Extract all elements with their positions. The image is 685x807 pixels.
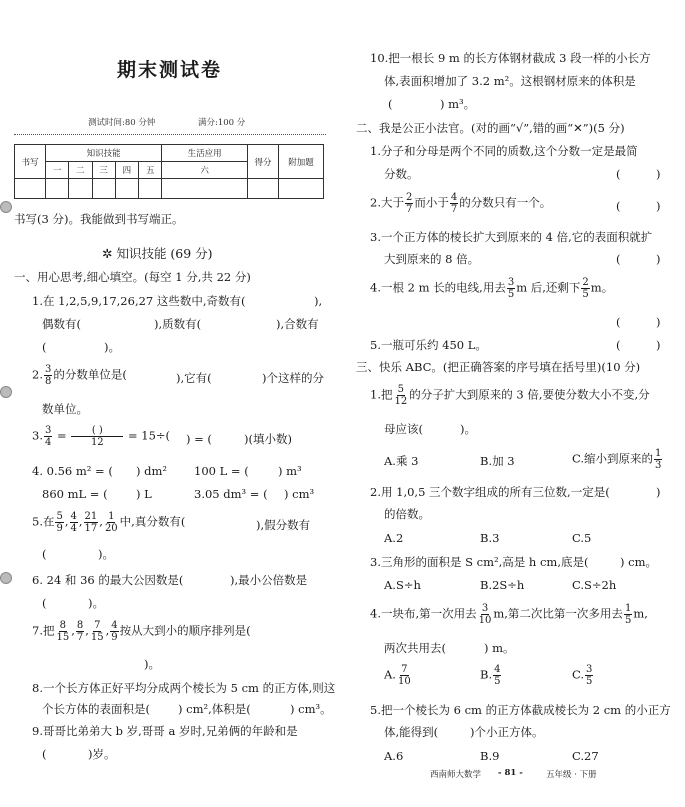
section2-title: 二、我是公正小法官。(对的画“√”,错的画“✕”)(5 分) — [356, 121, 625, 135]
full-score: 满分:100 分 — [198, 118, 246, 128]
score-col-2: 二 — [69, 162, 92, 179]
binding-hole — [0, 386, 12, 398]
score-col-3: 三 — [92, 162, 115, 179]
binding-hole — [0, 201, 12, 213]
s2-q2: 2.大于 $\frac{2}{7}$ 而小于 $\frac{4}{7}$ 的分数只有一个。 — [370, 192, 552, 215]
s1-q1-line1: 1.在 1,2,5,9,17,26,27 这些数中,奇数有( — [32, 294, 246, 308]
score-col-1: 一 — [46, 162, 69, 179]
score-col-5: 五 — [139, 162, 162, 179]
dotted-divider — [14, 134, 326, 135]
score-col-4: 四 — [115, 162, 138, 179]
score-cell[interactable] — [15, 179, 46, 199]
score-table-bonus: 附加题 — [279, 145, 324, 179]
handwriting-note: 书写(3 分)。我能做到书写端正。 — [14, 212, 184, 226]
footer-grade: 五年级 · 下册 — [546, 770, 597, 780]
score-table-handwriting: 书写 — [15, 145, 46, 179]
score-table-life: 生活应用 — [162, 145, 248, 162]
score-table-score: 得分 — [248, 145, 279, 179]
section1-title: 一、用心思考,细心填空。(每空 1 分,共 22 分) — [14, 270, 251, 284]
s1-q7: 7.把 $\frac{8}{15}$ , $\frac{8}{7}$ , $\frac{7}{15}$ , $\frac{4}{9}$ 按从大到小的顺序排列是( — [32, 620, 251, 643]
page-number: - 81 - — [498, 768, 523, 778]
page-title: 期末测试卷 — [117, 59, 223, 81]
score-table — [14, 144, 324, 199]
footer-publisher: 西南师大数学 — [430, 770, 482, 780]
s1-q5: 5.在 $\frac{5}{9}$ , $\frac{4}{4}$ , $\frac{21}{17}$ , $\frac{1}{20}$ 中,真分数有( — [32, 511, 186, 534]
s1-q2: 2. $\frac{3}{8}$ 的分数单位是( — [32, 364, 127, 387]
score-col-6: 六 — [162, 162, 248, 179]
s2-q4: 4.一根 2 m 长的电线,用去 $\frac{3}{5}$ m 后,还剩下 $\frac{2}{5}$ m。 — [370, 277, 614, 300]
test-time: 测试时间:80 分钟 — [88, 118, 156, 128]
score-table-knowledge: 知识技能 — [46, 145, 162, 162]
s3-q4: 4.一块布,第一次用去 $\frac{3}{10}$ m,第二次比第一次多用去 $\frac{1}{5}$ m, — [370, 603, 648, 626]
section3-title: 三、快乐 ABC。(把正确答案的序号填在括号里)(10 分) — [356, 360, 641, 374]
s1-q3: 3. $\frac{3}{4}$ = $\frac{( )}{12}$ = 15÷( — [32, 425, 171, 448]
knowledge-title: ✲ 知识技能 (69 分) — [102, 246, 213, 261]
binding-hole — [0, 572, 12, 584]
s3-q1: 1.把 $\frac{5}{12}$ 的分子扩大到原来的 3 倍,要使分数大小不变,分 — [370, 384, 650, 407]
